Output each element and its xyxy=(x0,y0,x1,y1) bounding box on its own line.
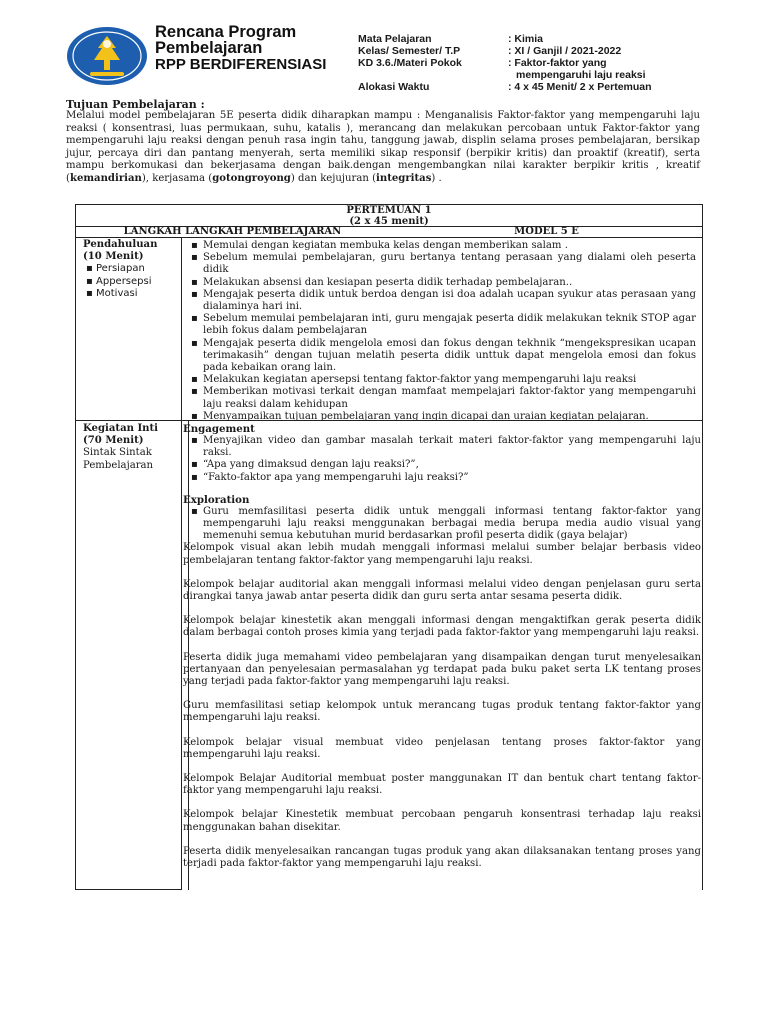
exploration-paragraph: Kelompok belajar auditorial akan menggali informasi melalui video dengan penjelasan guru serta dirangkai tanya jawab antar peserta didik dan guru serta antar sesama peserta didik. xyxy=(183,578,701,603)
tujuan-heading: Tujuan Pembelajaran : xyxy=(66,98,205,111)
exploration-paragraph: Peserta didik menyelesaikan rancangan tugas produk yang akan dilaksanakan tentang proses yang terjadi pada faktor-faktor yang mempengaruhi laju reaksi. xyxy=(183,845,701,870)
list-item: ▪ Memulai dengan kegiatan membuka kelas dengan memberikan salam . xyxy=(185,240,696,252)
exploration-paragraph: Kelompok belajar visual membuat video penjelasan tentang proses faktor-faktor yang mempengaruhi laju reaksi. xyxy=(183,736,701,760)
list-item: ▪ Mengajak peserta didik mengelola emosi dan fokus dengan tekhnik “mengekspresikan ucapan terimakasih” dengan tujuan melatih peserta didik unttuk dapat mengelola emosi dan fokus pada kebaikan orang lain. xyxy=(185,338,696,375)
kegiatan-inti-activities xyxy=(183,423,701,870)
lesson-table xyxy=(75,204,703,890)
pendahuluan-subitem: ▪ Motivasi xyxy=(83,288,179,300)
tujuan-paragraph: Melalui model pembelajaran 5E peserta didik diharapkan mampu : Menganalisis Faktor-faktor yang mempengaruhi laju reaksi ( konsentrasi, luas permukaan, suhu, katalis ), merancang dan melakukan percobaan untuk Faktor-faktor yang mempengaruhi laju reaksi dengan penuh rasa ingin tahu, tanggung jawab, displin selama proses pembelajaran, bersikap jujur, percaya diri dan pantang menyerah, serta memiliki sikap responsif (berpikir kritis) dan proaktif (kreatif), serta mampu berkomukasi dan bekerjasama dengan baik.dengan mengembangkan nilai karakter berpikir kritis , kreatif (kemandirian), kerjasama (gotongroyong) dan kejujuran (integritas) . xyxy=(66,110,700,184)
exploration-heading: Exploration xyxy=(183,493,250,506)
exploration-paragraph: Kelompok Belajar Auditorial membuat poster manggunakan IT dan bentuk chart tentang faktor-faktor yang mempengaruhi laju reaksi. xyxy=(183,773,701,797)
meta-label-kd: KD 3.6./Materi Pokok xyxy=(358,57,462,69)
list-item: ▪ Guru memfasilitasi peserta didik untuk menggali informasi tentang faktor-faktor yang mempengaruhi laju reaksi menggunakan berbagai media berupa media audio visual yang memenuhi semua kebutuhan murid berdasarkan profil peserta didik (gaya belajar) xyxy=(185,506,701,543)
pendahuluan-cell: Pendahuluan (10 Menit) ▪ Persiapan ▪ Appersepsi ▪ Motivasi xyxy=(83,239,179,300)
list-item: ▪ “Fakto-faktor apa yang mempengaruhi laju reaksi?” xyxy=(185,472,701,484)
list-item: ▪ Sebelum memulai pembelajaran inti, guru mengajak peserta didik melakukan teknik STOP agar lebih fokus dalam pembelajaran xyxy=(185,313,696,337)
list-item: ▪ Memberikan motivasi terkait dengan mamfaat mempelajari faktor-faktor yang mempengaruhi laju reaksi dalam kehidupan xyxy=(185,386,696,410)
exploration-paragraph: Kelompok belajar kinestetik akan menggali informasi dengan mengaktifkan gerak peserta didik dalam berbagai contoh proses kimia yang terjadi pada faktor-faktor yang mempengaruhi laju reaksi. xyxy=(183,615,701,639)
kegiatan-inti-cell: Kegiatan Inti (70 Menit) Sintak Sintak Pembelajaran xyxy=(83,423,159,471)
list-item: ▪ “Apa yang dimaksud dengan laju reaksi?”, xyxy=(185,459,701,471)
list-item: ▪ Melakukan kegiatan apersepsi tentang faktor-faktor yang mempengaruhi laju reaksi xyxy=(185,374,696,386)
list-item: ▪ Menyajikan video dan gambar masalah terkait materi faktor-faktor yang mempengaruhi laju raksi. xyxy=(185,435,701,459)
exploration-paragraph: Guru memfasilitasi setiap kelompok untuk merancang tugas produk tentang faktor-faktor yang mempengaruhi laju reaksi. xyxy=(183,700,701,724)
meta-label-alokasi: Alokasi Waktu xyxy=(358,81,430,93)
exploration-paragraph: Kelompok belajar Kinestetik membuat percobaan pengaruh konsentrasi terhadap laju reaksi menggunakan bahan disekitar. xyxy=(183,809,701,833)
pendahuluan-subitem: ▪ Appersepsi xyxy=(83,276,179,288)
exploration-paragraph: Peserta didik juga memahami video pembelajaran yang disampaikan dengan turut menyelesaikan pertanyaan dan penyelesaian permasalahan yg terdapat pada buku paket serta LK tentang proses yang terjadi pada faktor-faktor yang mempengaruhi laju reaksi. xyxy=(183,651,701,688)
meta-label-mapel: Mata Pelajaran xyxy=(358,33,432,45)
col-header-model: MODEL 5 E xyxy=(514,226,579,237)
pendahuluan-subitem: ▪ Persiapan xyxy=(83,263,179,275)
list-item: ▪ Mengajak peserta didik untuk berdoa dengan isi doa adalah ucapan syukur atas perasaan yang dialaminya hari ini. xyxy=(185,289,696,313)
meta-value-kd-cont: mempengaruhi laju reaksi xyxy=(516,69,646,81)
document-title: Rencana Program Pembelajaran xyxy=(155,23,297,57)
exploration-paragraph: Kelompok visual akan lebih mudah menggali informasi melalui sumber belajar berbasis video pembelajaran tentang faktor-faktor yang mempengaruhi laju reaksi. xyxy=(183,542,701,566)
meta-value-alokasi: : 4 x 45 Menit/ 2 x Pertemuan xyxy=(508,81,652,93)
document-subtitle: RPP BERDIFERENSIASI xyxy=(155,56,327,73)
list-item: ▪ Sebelum memulai pembelajaran, guru bertanya tentang perasaan yang dialami oleh peserta didik xyxy=(185,252,696,276)
meta-value-mapel: : Kimia xyxy=(508,33,544,45)
list-item: ▪ Melakukan absensi dan kesiapan peserta didik terhadap pembelajaran.. xyxy=(185,277,696,289)
tut-wuri-handayani-logo xyxy=(66,26,148,86)
meta-label-kelas: Kelas/ Semester/ T.P xyxy=(358,45,461,57)
col-header-langkah: LANGKAH LANGKAH PEMBELAJARAN xyxy=(123,226,342,237)
pendahuluan-activities xyxy=(185,240,696,423)
list-item: ▪ Menyampaikan tujuan pembelajaran yang ingin dicapai dan uraian kegiatan pelajaran. xyxy=(185,411,696,423)
meta-value-kd: : Faktor-faktor yang xyxy=(508,57,607,69)
pertemuan-title: PERTEMUAN 1 (2 x 45 menit) xyxy=(346,205,432,227)
meta-value-kelas: : XI / Ganjil / 2021-2022 xyxy=(508,45,622,57)
engagement-heading: Engagement xyxy=(183,423,255,435)
